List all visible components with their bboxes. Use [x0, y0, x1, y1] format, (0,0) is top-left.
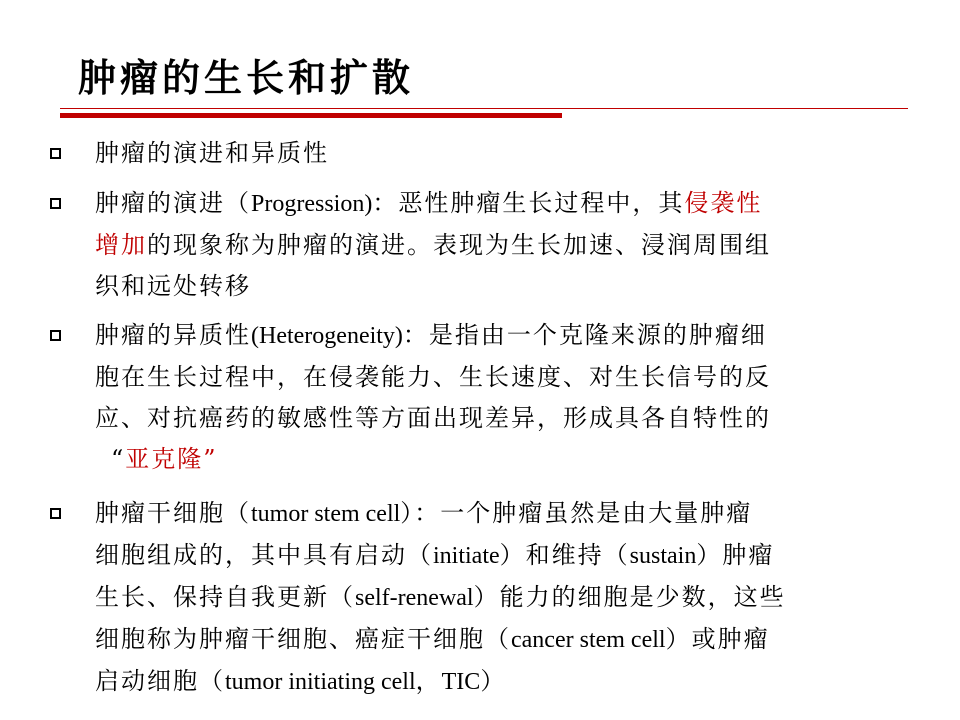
text-segment: ）肿瘤: [696, 541, 775, 569]
text-segment-latin: initiate: [433, 543, 500, 569]
bullet-4-line-2: [95, 535, 940, 577]
text-segment: ）或肿瘤: [665, 625, 770, 653]
bullet-2-line-2: [95, 225, 940, 266]
text-segment: 启动细胞（: [95, 667, 225, 695]
bullet-3-line-2: [95, 357, 940, 398]
hollow-square-icon: [50, 330, 61, 341]
highlight-text: 侵袭性: [684, 189, 763, 217]
text-segment: 生长、保持自我更新（: [95, 583, 355, 611]
hollow-square-icon: [50, 508, 61, 519]
text-segment: 胞在生长过程中，在侵袭能力、生长速度、对生长信号的反: [95, 363, 771, 391]
bullet-4-line-4: [95, 619, 940, 661]
title-underline-thin: [60, 108, 908, 109]
text-segment: 织和远处转移: [95, 272, 251, 300]
text-segment-latin: tumor stem cell: [251, 501, 401, 527]
highlight-text: 亚克隆: [125, 445, 204, 473]
text-segment: ）能力的细胞是少数，这些: [473, 583, 786, 611]
text-segment: 肿瘤的演进（: [95, 189, 251, 217]
bullet-3-line-3: [95, 398, 940, 439]
text-segment-latin: TIC: [441, 669, 481, 695]
text-segment-latin: (Heterogeneity): [251, 323, 403, 349]
text-segment: 肿瘤干细胞（: [95, 499, 251, 527]
slide-title: 肿瘤的生长和扩散: [78, 55, 415, 100]
text-segment: ，: [415, 667, 442, 695]
text-segment: 细胞称为肿瘤干细胞、癌症干细胞（: [95, 625, 511, 653]
bullet-4-line-5: [95, 661, 940, 703]
bullet-2-line-1: [95, 183, 940, 225]
bullet-3-line-1: [95, 315, 940, 357]
text-segment-latin: sustain: [629, 543, 697, 569]
text-segment-latin: Progression): [251, 191, 373, 217]
highlight-text: 增加: [95, 231, 147, 259]
bullet-4-text: [95, 493, 940, 703]
hollow-square-icon: [50, 198, 61, 209]
bullet-3-text: [95, 315, 940, 480]
text-segment: 肿瘤的异质性: [95, 321, 251, 349]
text-segment: ：恶性肿瘤生长过程中，其: [372, 189, 685, 217]
bullet-3-line-4: [95, 439, 940, 480]
text-segment-latin: self-renewal: [355, 585, 474, 611]
text-segment: ）和维持（: [499, 541, 630, 569]
text-segment: ”: [203, 445, 218, 473]
text-segment: 肿瘤的演进和异质性: [95, 139, 329, 167]
bullet-4-line-3: [95, 577, 940, 619]
bullet-1-text: [95, 133, 940, 174]
text-segment: ）: [480, 667, 507, 695]
text-segment: “: [111, 445, 126, 473]
text-segment: 应、对抗癌药的敏感性等方面出现差异，形成具各自特性的: [95, 404, 771, 432]
text-segment: 的现象称为肿瘤的演进。表现为生长加速、浸润周围组: [147, 231, 771, 259]
bullet-1-line-1: [95, 133, 940, 174]
text-segment-latin: cancer stem cell: [511, 627, 666, 653]
text-segment: 细胞组成的，其中具有启动（: [95, 541, 433, 569]
hollow-square-icon: [50, 148, 61, 159]
text-segment: ）：一个肿瘤虽然是由大量肿瘤: [400, 499, 753, 527]
text-segment: ：是指由一个克隆来源的肿瘤细: [402, 321, 767, 349]
bullet-2-text: [95, 183, 940, 307]
text-segment-latin: tumor initiating cell: [225, 669, 416, 695]
bullet-2-line-3: [95, 266, 940, 307]
title-underline-thick: [60, 113, 562, 118]
bullet-4-line-1: [95, 493, 940, 535]
